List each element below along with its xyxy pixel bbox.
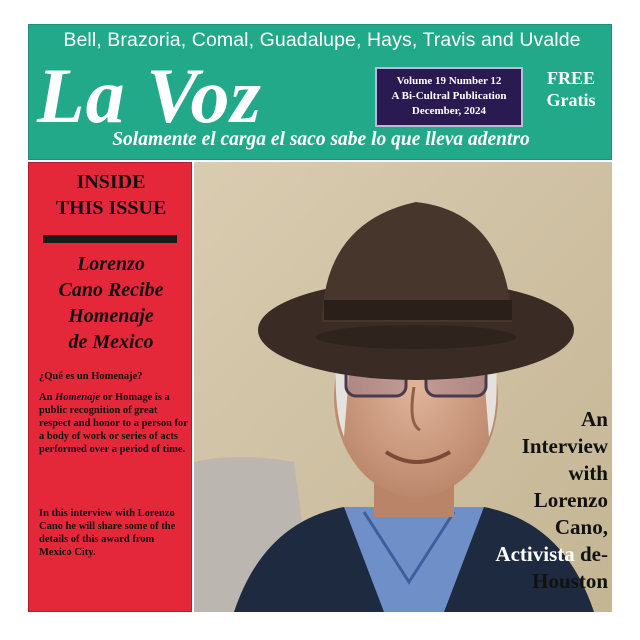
headline-line: Houston [532, 569, 608, 593]
cover-photo [194, 162, 612, 612]
headline-line-activista [408, 541, 608, 568]
feature-title-line: Homenaje [68, 305, 154, 327]
inside-this-issue-sidebar [28, 162, 192, 612]
magazine-cover [28, 24, 612, 612]
headline-activista: Activista [495, 542, 575, 566]
headline-line: An [581, 407, 608, 431]
sidebar-divider [43, 235, 177, 243]
homenaje-definition: An Homenaje or Homage is a public recognition of great respect and honor to a person for a body of work or series of acts performed over a period of time. [39, 392, 188, 455]
magazine-title: La Voz [37, 52, 262, 139]
headline-line: Interview [521, 434, 608, 458]
motto: Solamente el carga el saco sabe lo que lleva adentro [112, 129, 530, 150]
sidebar-heading-line1: INSIDE [76, 171, 146, 193]
free-text: FREE [546, 68, 595, 88]
masthead [28, 24, 612, 160]
feature-title-line: de Mexico [68, 331, 154, 353]
issue-info-box [375, 67, 523, 127]
publication-tagline: A Bi-Cultral Publication [391, 90, 507, 102]
headline-de: de- [574, 542, 608, 566]
interview-intro: In this interview with Lorenzo Cano he will share some of the details of this award from Mexico City. [39, 508, 176, 558]
homenaje-italic-word: Homenaje [55, 392, 100, 403]
free-label [535, 67, 607, 111]
volume-number: Volume 19 Number 12 [396, 75, 502, 87]
issue-date: December, 2024 [411, 105, 487, 117]
feature-title-line: Cano Recibe [58, 279, 164, 301]
counties-line: Bell, Brazoria, Comal, Guadalupe, Hays, Travis and Uvalde [63, 29, 581, 51]
interview-headline [408, 406, 608, 595]
feature-title [29, 251, 193, 355]
gratis-text: Gratis [546, 90, 596, 110]
sidebar-heading-line2: THIS ISSUE [55, 197, 167, 219]
homenaje-question: ¿Qué es un Homenaje? [39, 371, 143, 382]
headline-line: Lorenzo [533, 488, 608, 512]
headline-line: Cano, [554, 515, 608, 539]
feature-title-line: Lorenzo [77, 253, 145, 275]
headline-line: with [568, 461, 608, 485]
sidebar-heading [29, 169, 193, 221]
